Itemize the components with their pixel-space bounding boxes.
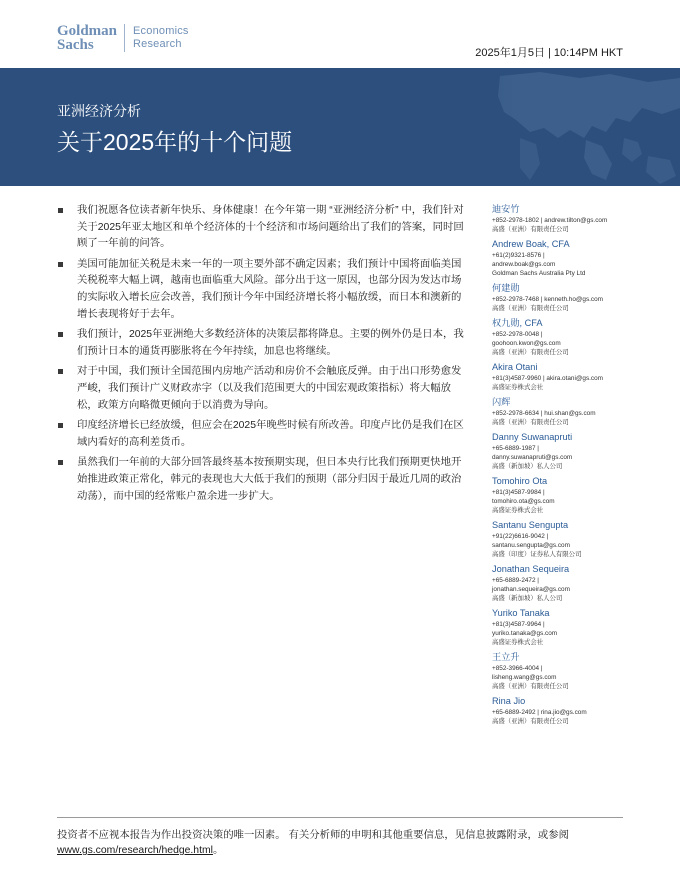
analyst-entry	[492, 431, 632, 471]
analyst-company: 高盛证券株式会社	[492, 507, 544, 514]
analyst-company: 高盛（亚洲）有限责任公司	[492, 683, 569, 690]
analyst-contact: +852-2978-7468 | kenneth.ho@gs.com	[492, 296, 604, 303]
analyst-company: 高盛（亚洲）有限责任公司	[492, 419, 569, 426]
analyst-company: 高盛证券株式会社	[492, 639, 544, 646]
analyst-contact: +65-6889-2492 | rina.jio@gs.com	[492, 709, 587, 716]
world-map-graphic	[380, 68, 680, 186]
logo-dept-economics: Economics	[133, 25, 189, 37]
analyst-entry	[492, 563, 632, 603]
analyst-company: 高盛（新加坡）私人公司	[492, 463, 563, 470]
analyst-company: 高盛（亚洲）有限责任公司	[492, 305, 569, 312]
footer-divider	[57, 817, 623, 818]
analyst-company: 高盛（印度）证券私人有限公司	[492, 551, 582, 558]
analyst-company: 高盛（亚洲）有限责任公司	[492, 349, 569, 356]
analyst-entry	[492, 282, 632, 313]
analyst-email[interactable]: andrew.boak@gs.com	[492, 261, 556, 268]
page-header	[0, 0, 680, 68]
analyst-contact: +81(3)4587-9960 | akira.otani@gs.com	[492, 375, 603, 382]
analyst-phone: +65-6889-1987 |	[492, 445, 539, 452]
analyst-email[interactable]: lisheng.wang@gs.com	[492, 674, 557, 681]
analyst-phone: +91(22)6616-9042 |	[492, 533, 549, 540]
analyst-entry	[492, 651, 632, 691]
analyst-phone: +81(3)4587-9964 |	[492, 621, 545, 628]
analyst-company: 高盛（亚洲）有限责任公司	[492, 226, 569, 233]
analyst-name[interactable]: Yuriko Tanaka	[492, 608, 550, 618]
analyst-name[interactable]: Danny Suwanapruti	[492, 432, 573, 442]
analyst-entry	[492, 475, 632, 515]
logo-wordmark	[57, 24, 117, 52]
analyst-entry	[492, 695, 632, 726]
analyst-phone: +81(3)4587-9984 |	[492, 489, 545, 496]
disclaimer-text: 投资者不应视本报告为作出投资决策的唯一因素。 有关分析师的申明和其他重要信息，见信息披露附录，或参阅	[57, 830, 570, 841]
logo-dept-research: Research	[133, 38, 182, 50]
analyst-contact: +852-2978-6634 | hui.shan@gs.com	[492, 410, 596, 417]
key-points-list	[57, 203, 469, 509]
analyst-name[interactable]: Tomohiro Ota	[492, 476, 548, 486]
analyst-entry	[492, 238, 632, 278]
analyst-entry	[492, 361, 632, 392]
disclosure-link[interactable]: www.gs.com/research/hedge.html	[57, 845, 213, 856]
analyst-phone: +852-2978-0048 |	[492, 331, 543, 338]
disclaimer-footer	[57, 828, 623, 858]
analyst-entry	[492, 607, 632, 647]
logo-department	[133, 25, 189, 51]
analyst-entry	[492, 519, 632, 559]
report-series: 亚洲经济分析	[57, 103, 141, 119]
analyst-name[interactable]: 王立升	[492, 652, 520, 662]
key-point: 虽然我们一年前的大部分回答最终基本按预期实现，但日本央行比我们预期更快地开始推进政策正常化，韩元的表现也大大低于我们的预期（部分归因于最近几周的政治动荡），而中国的经常账户盈余进一步扩大。	[57, 455, 469, 505]
analyst-phone: +65-6889-2472 |	[492, 577, 539, 584]
analyst-name[interactable]: Jonathan Sequeira	[492, 564, 570, 574]
analyst-name[interactable]: 权九勋, CFA	[492, 318, 543, 328]
key-point: 对于中国，我们预计全国范围内房地产活动和房价不会触底反弹。由于出口形势愈发严峻，我们预计广义财政赤字（以及我们范围更大的中国宏观政策指标）将大幅放松，政策方向略微更倾向于以消费为导向。	[57, 364, 469, 414]
analyst-entry	[492, 317, 632, 357]
logo-divider	[124, 24, 125, 52]
analyst-list	[492, 203, 632, 730]
disclaimer-suffix: 。	[212, 845, 224, 856]
analyst-email[interactable]: yuriko.tanaka@gs.com	[492, 630, 558, 637]
analyst-contact: +852-2978-1802 | andrew.tilton@gs.com	[492, 217, 608, 224]
analyst-name[interactable]: 迪安竹	[492, 204, 520, 214]
analyst-email[interactable]: santanu.sengupta@gs.com	[492, 542, 570, 549]
analyst-phone: +61(2)9321-8576 |	[492, 252, 545, 259]
key-point: 我们祝愿各位读者新年快乐、身体健康！在今年第一期 “亚洲经济分析” 中，我们针对关于2025年亚太地区和单个经济体的十个经济和市场问题给出了我们的答案，同时回顾了一年前的问答。	[57, 203, 469, 253]
goldman-sachs-logo	[57, 24, 189, 52]
analyst-email[interactable]: goohoon.kwon@gs.com	[492, 340, 561, 347]
analyst-name[interactable]: 闪辉	[492, 397, 511, 407]
publication-datetime: 2025年1月5日 | 10:14PM HKT	[475, 47, 623, 59]
analyst-name[interactable]: 何建勋	[492, 283, 520, 293]
analyst-name[interactable]: Akira Otani	[492, 362, 538, 372]
analyst-name[interactable]: Santanu Sengupta	[492, 520, 569, 530]
key-point: 印度经济增长已经放缓，但应会在2025年晚些时候有所改善。印度卢比仍是我们在区域内看好的高利差货币。	[57, 418, 469, 451]
key-point: 我们预计，2025年亚洲绝大多数经济体的决策层都将降息。主要的例外仍是日本，我们预计日本的通货再膨胀将在今年持续，加息也将继续。	[57, 327, 469, 360]
analyst-email[interactable]: danny.suwanapruti@gs.com	[492, 454, 573, 461]
title-banner	[0, 68, 680, 186]
logo-word-goldman: Goldman	[57, 23, 118, 39]
analyst-company: Goldman Sachs Australia Pty Ltd	[492, 270, 586, 277]
analyst-company: 高盛（新加坡）私人公司	[492, 595, 563, 602]
analyst-phone: +852-3966-4004 |	[492, 665, 543, 672]
analyst-entry	[492, 203, 632, 234]
logo-word-sachs: Sachs	[57, 37, 94, 53]
analyst-company: 高盛证券株式会社	[492, 384, 544, 391]
analyst-name[interactable]: Andrew Boak, CFA	[492, 239, 570, 249]
analyst-email[interactable]: jonathan.sequeira@gs.com	[492, 586, 570, 593]
analyst-entry	[492, 396, 632, 427]
analyst-email[interactable]: tomohiro.ota@gs.com	[492, 498, 555, 505]
analyst-company: 高盛（亚洲）有限责任公司	[492, 718, 569, 725]
key-point: 美国可能加征关税是未来一年的一项主要外部不确定因素；我们预计中国将面临美国关税税率大幅上调，越南也面临重大风险。部分出于这一原因，也部分因为发达市场的实际收入增长应会改善，我们预计今年中国经济增长将小幅放缓，而日本和澳新的增长表现将好于去年。	[57, 257, 469, 323]
report-title: 关于2025年的十个问题	[57, 129, 293, 155]
analyst-name[interactable]: Rina Jio	[492, 696, 526, 706]
